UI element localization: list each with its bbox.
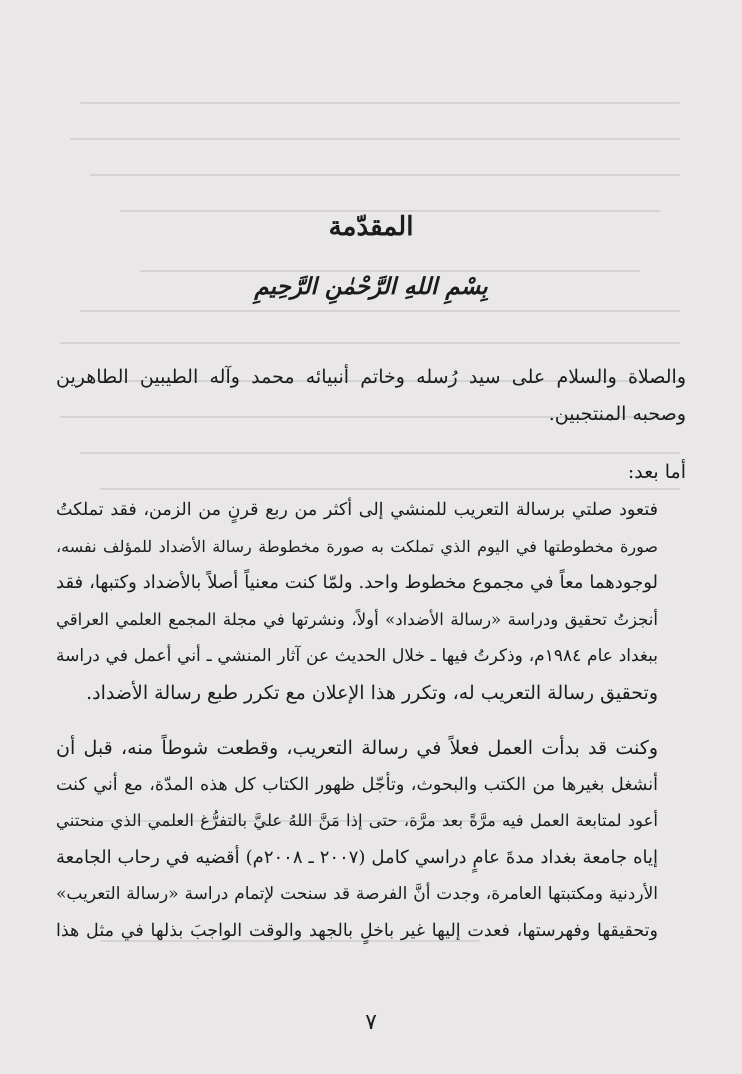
paragraph-line: صورة مخطوطتها في اليوم الذي تملكت به صورة مخطوطة رسالة الأضداد للمؤلف نفسه، [56,536,658,556]
paragraph-4 [56,730,686,949]
paragraph-line: أما بعد: [627,461,686,483]
paragraph-2 [56,454,686,491]
paragraph-line: وكنت قد بدأت العمل فعلاً في رسالة التعريب، وقطعت شوطاً منه، قبل أن [56,737,658,759]
paragraph-line: فتعود صلتي برسالة التعريب للمنشي إلى أكثر من ربع قرنٍ من الزمن، فقد تملكتُ [56,500,658,520]
paragraph-line: وتحقيق رسالة التعريب له، وتكرر هذا الإعلان مع تكرر طبع رسالة الأضداد. [86,681,658,704]
paragraph-line: لوجودهما معاً في مجموع مخطوط واحد. ولمّا كنت معنياً أصلاً بالأضداد وكتبها، فقد [56,572,658,593]
page-heading: المقدّمة [328,212,414,242]
paragraph-1 [56,359,686,432]
paragraph-line: والصلاة والسلام على سيد رُسله وخاتم أنبيائه محمد وآله الطيبين الطاهرين [56,366,686,388]
paragraph-3 [56,492,686,711]
paragraph-line: وتحقيقها وفهرستها، فعدت إليها غير باخلٍ بالجهد والوقت الواجبَ بذلها في مثل هذا [56,920,658,941]
paragraph-line: الأردنية ومكتبتها العامرة، وجدت أنَّ الفرصة قد سنحت لإتمام دراسة «رسالة التعريب» [56,884,658,904]
page-number: ٧ [365,1010,377,1035]
paragraph-line: أنشغل بغيرها من الكتب والبحوث، وتأجّل ظهور الكتاب كل هذه المدّة، مع أني كنت [56,774,658,795]
paragraph-line: وصحبه المنتجبين. [548,402,686,425]
paragraph-line: إياه جامعة بغداد مدةَ عامٍ دراسي كامل (٢٠٠٧ ـ ٢٠٠٨م) أقضيه في رحاب الجامعة [56,846,659,868]
paragraph-line: ببغداد عام ١٩٨٤م، وذكرتُ فيها ـ خلال الحديث عن آثار المنشي ـ أني أعمل في دراسة [56,646,658,666]
basmala: بِسْمِ اللهِ الرَّحْمٰنِ الرَّحِيمِ [254,273,488,300]
paragraph-line: أعود لمتابعة العمل فيه مرَّةً بعد مرَّة، حتى إذا مَنَّ اللهُ عليَّ بالتفرُّغ العلمي الذي منحتني [56,811,658,830]
paragraph-line: أنجزتُ تحقيق ودراسة «رسالة الأضداد» أولاً، ونشرتها في مجلة المجمع العلمي العراقي [56,609,658,629]
